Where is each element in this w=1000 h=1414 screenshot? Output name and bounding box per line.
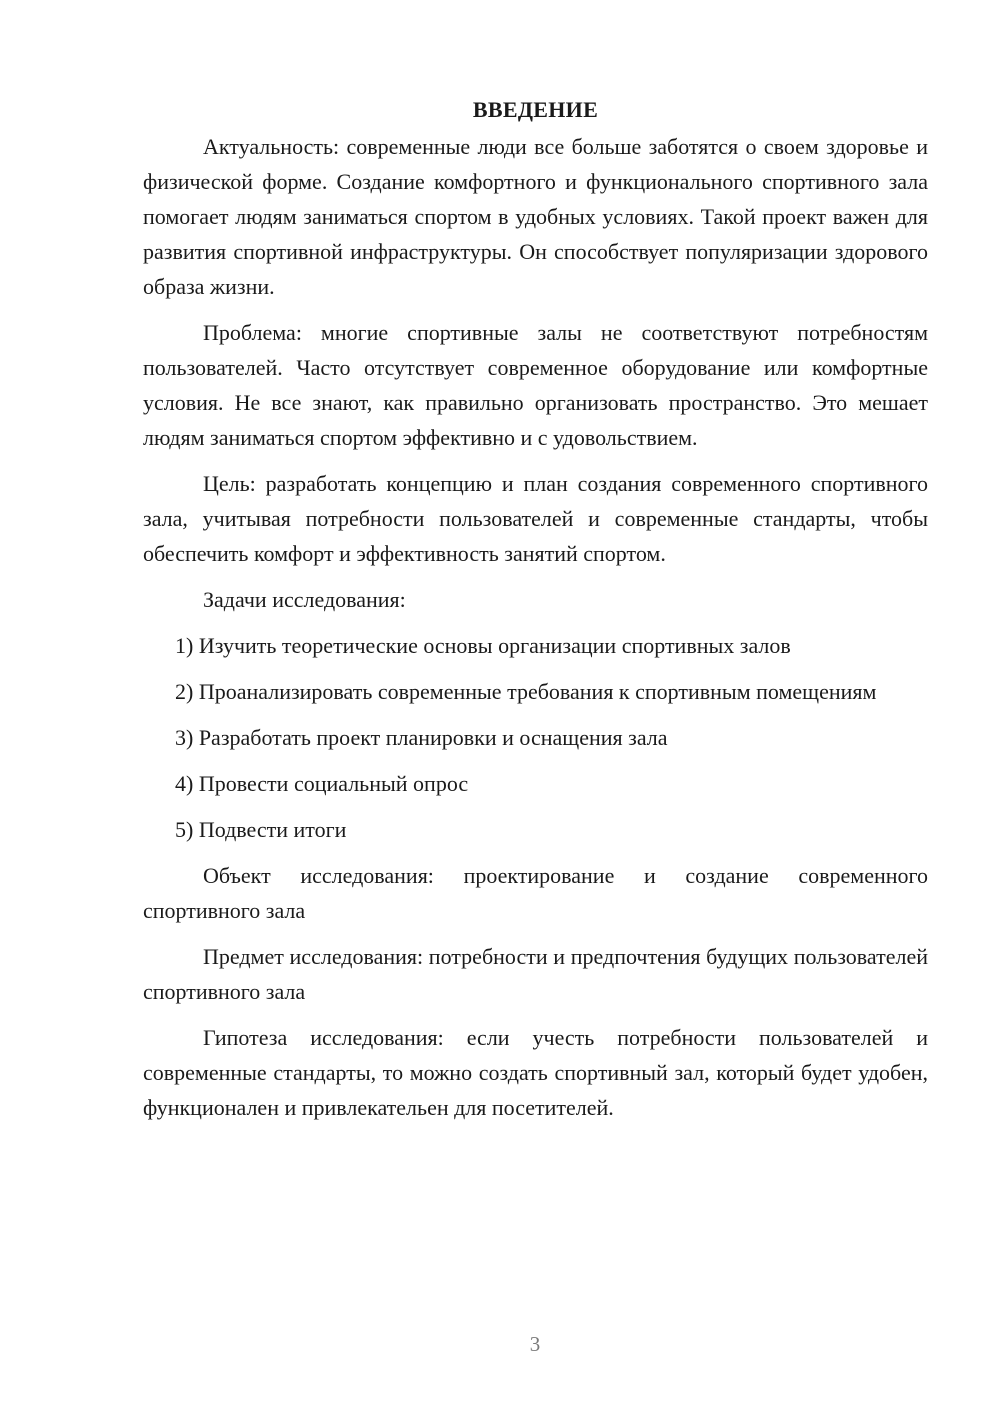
hypothesis-paragraph: Гипотеза исследования: если учесть потребности пользователей и современные стандарты, то можно создать спортивный зал, который будет удобен, функционален и привлекательен для посетителей.	[143, 1025, 928, 1120]
problem-paragraph: Проблема: многие спортивные залы не соответствуют потребностям пользователей. Часто отсутствует современное оборудование или комфортные условия. Не все знают, как правильно организовать пространство. Это мешает людям заниматься спортом эффективно и с удовольствием.	[143, 320, 928, 450]
task-item-4: 4) Провести социальный опрос	[175, 771, 469, 796]
page-content	[143, 92, 928, 1136]
subject-paragraph: Предмет исследования: потребности и предпочтения будущих пользователей спортивного зала	[143, 944, 928, 1004]
task-item-2: 2) Проанализировать современные требования к спортивным помещениям	[175, 679, 877, 704]
page-title: ВВЕДЕНИЕ	[472, 97, 599, 122]
page-number: 3	[529, 1332, 541, 1356]
goal-paragraph: Цель: разработать концепцию и план создания современного спортивного зала, учитывая потребности пользователей и современные стандарты, чтобы обеспечить комфорт и эффективность занятий спортом.	[143, 471, 928, 566]
relevance-paragraph: Актуальность: современные люди все больше заботятся о своем здоровье и физической форме. Создание комфортного и функционального спортивного зала помогает людям заниматься спортом в удобных условиях. Такой проект важен для развития спортивной инфраструктуры. Он способствует популяризации здорового образа жизни.	[143, 134, 928, 299]
task-item-3: 3) Разработать проект планировки и оснащения зала	[175, 725, 668, 750]
object-paragraph: Объект исследования: проектирование и создание современного спортивного зала	[143, 863, 928, 923]
task-item-1: 1) Изучить теоретические основы организации спортивных залов	[175, 633, 791, 658]
tasks-heading: Задачи исследования:	[203, 587, 406, 612]
task-item-5: 5) Подвести итоги	[175, 817, 347, 842]
